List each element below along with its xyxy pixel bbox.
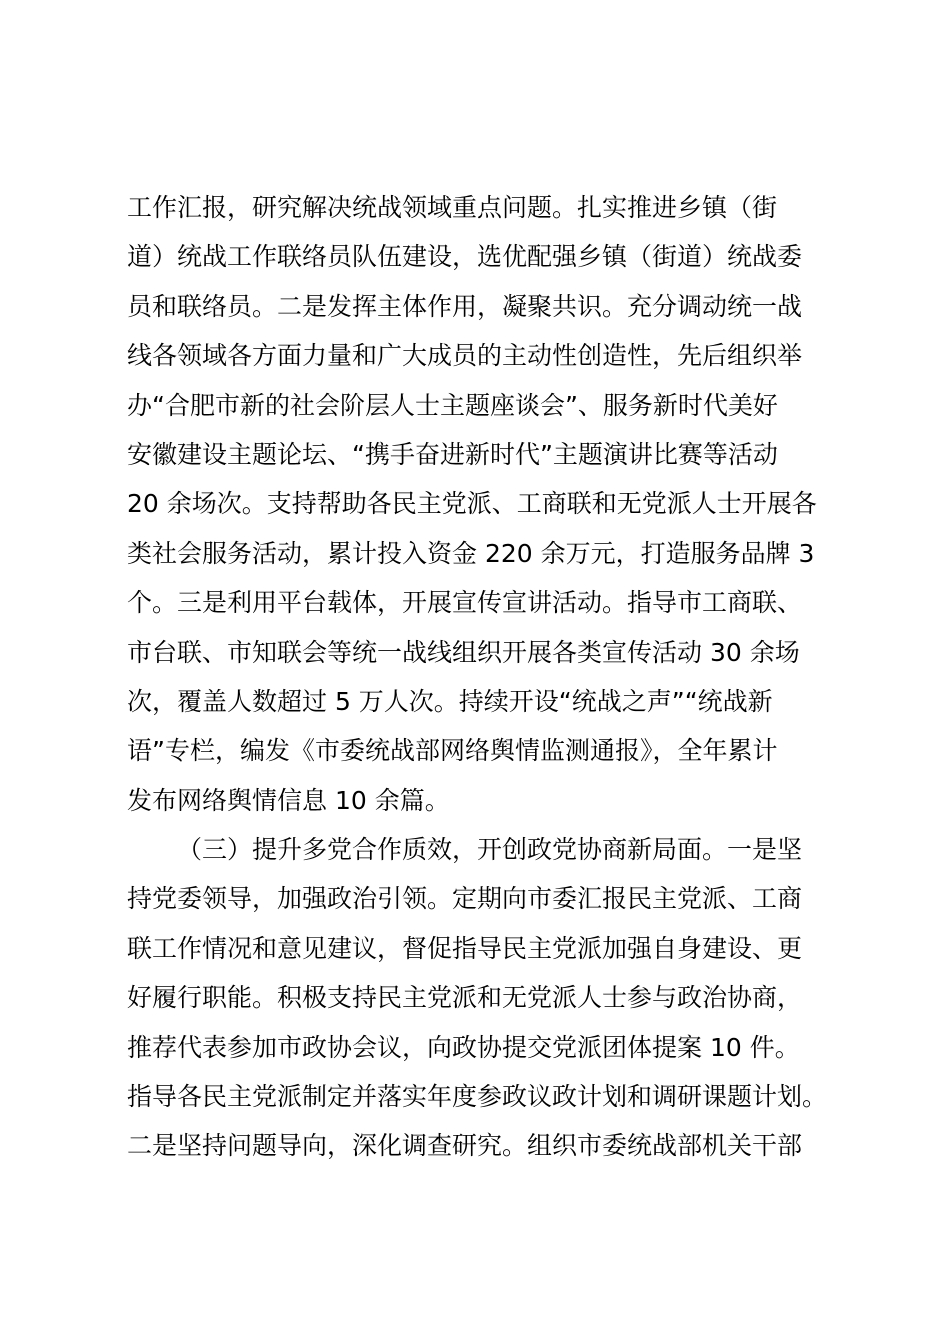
text-line: 道）统战工作联络员队伍建设，选优配强乡镇（街道）统战委	[127, 242, 803, 272]
text-line: 个。三是利用平台载体，开展宣传宣讲活动。指导市工商联、	[127, 588, 803, 618]
text-line: 员和联络员。二是发挥主体作用，凝聚共识。充分调动统一战	[127, 291, 803, 321]
text-line: 推荐代表参加市政协会议，向政协提交党派团体提案 10 件。	[127, 1032, 800, 1062]
text-line: 好履行职能。积极支持民主党派和无党派人士参与政治协商，	[127, 983, 803, 1013]
text-line: 二是坚持问题导向，深化调查研究。组织市委统战部机关干部	[127, 1131, 803, 1161]
text-line: 发布网络舆情信息 10 余篇。	[127, 785, 450, 815]
text-line: 持党委领导，加强政治引领。定期向市委汇报民主党派、工商	[127, 884, 803, 914]
body-text	[127, 183, 847, 1171]
text-line: 20 余场次。支持帮助各民主党派、工商联和无党派人士开展各	[127, 489, 817, 519]
text-line: 线各领域各方面力量和广大成员的主动性创造性，先后组织举	[127, 341, 803, 371]
text-line: 类社会服务活动，累计投入资金 220 余万元，打造服务品牌 3	[127, 538, 815, 568]
text-line: 语”专栏，编发《市委统战部网络舆情监测通报》，全年累计	[127, 736, 778, 766]
section-heading-line: （三）提升多党合作质效，开创政党协商新局面。一是坚	[177, 835, 803, 865]
text-line: 次，覆盖人数超过 5 万人次。持续开设“统战之声”“统战新	[127, 686, 773, 716]
text-line: 办“合肥市新的社会阶层人士主题座谈会”、服务新时代美好	[127, 390, 778, 420]
text-line: 安徽建设主题论坛、“携手奋进新时代”主题演讲比赛等活动	[127, 439, 778, 469]
text-line: 指导各民主党派制定并落实年度参政议政计划和调研课题计划。	[127, 1082, 828, 1112]
text-line: 工作汇报，研究解决统战领域重点问题。扎实推进乡镇（街	[127, 193, 778, 222]
text-line: 联工作情况和意见建议，督促指导民主党派加强自身建设、更	[127, 933, 803, 963]
text-line: 市台联、市知联会等统一战线组织开展各类宣传活动 30 余场	[127, 637, 800, 667]
